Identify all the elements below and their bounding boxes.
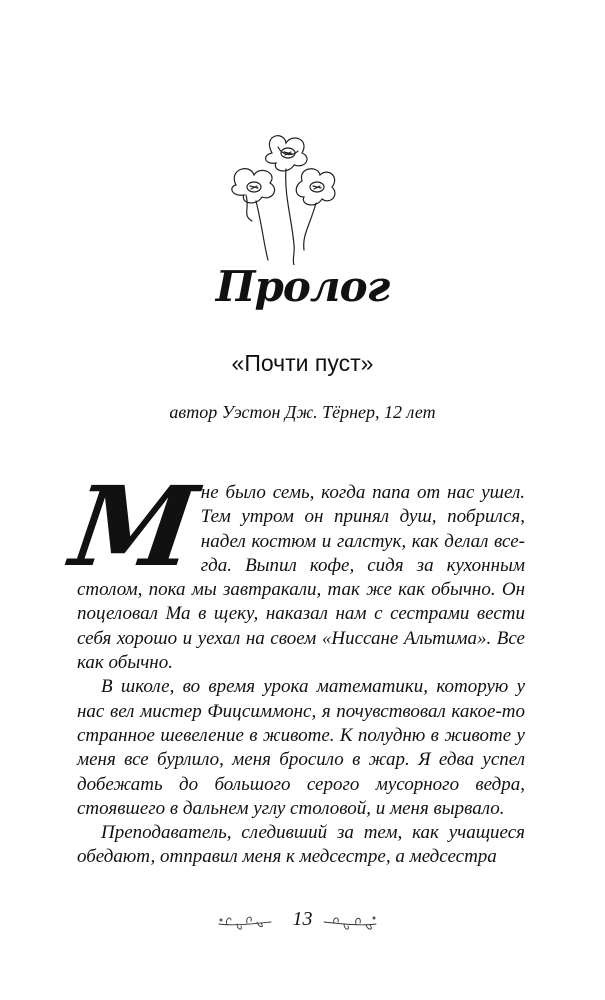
poem-title: «Почти пуст» <box>231 350 374 376</box>
drop-cap: М <box>64 462 205 591</box>
page-number: 13 <box>292 908 313 930</box>
floral-sprig-right-icon <box>322 912 380 934</box>
poppy-right <box>296 169 335 250</box>
chapter-title: Пролог <box>215 262 390 311</box>
body-text <box>64 462 525 870</box>
paragraph-2: В школе, во время урока математики, которую у нас вел мистер Фицсиммонс, я почувствовал какое-то странное шевеление в животе. К полудню в животе у меня все бурлило, меня бросило в жар. Я едва успел добежать до большого серого мусорного ведра, стоявшего в дальнем углу столовой, и меня вырвало. <box>77 676 525 819</box>
paragraph-3: Преподаватель, следивший за тем, как учащиеся обедают, отправил меня к медсестре, а медсестра <box>77 822 525 868</box>
byline: автор Уэстон Дж. Тёрнер, 12 лет <box>169 402 436 422</box>
poppy-flowers-icon <box>222 125 342 265</box>
poppy-left <box>232 169 275 260</box>
poppy-top <box>266 136 307 265</box>
paragraph-1 <box>64 462 525 675</box>
paragraph-1-text: не было семь, когда папа от нас ушел. Тем утром он принял душ, побрился, надел костюм и галстук, как делал всегда. Выпил кофе, сидя за кухонным столом, пока мы завтракали, так же как обычно. Он поцеловал Ма в щеку, наказал нам с сестрами вести себя хорошо и уехал на своем «Ниссане Альтима». Все как обычно. <box>77 482 525 674</box>
